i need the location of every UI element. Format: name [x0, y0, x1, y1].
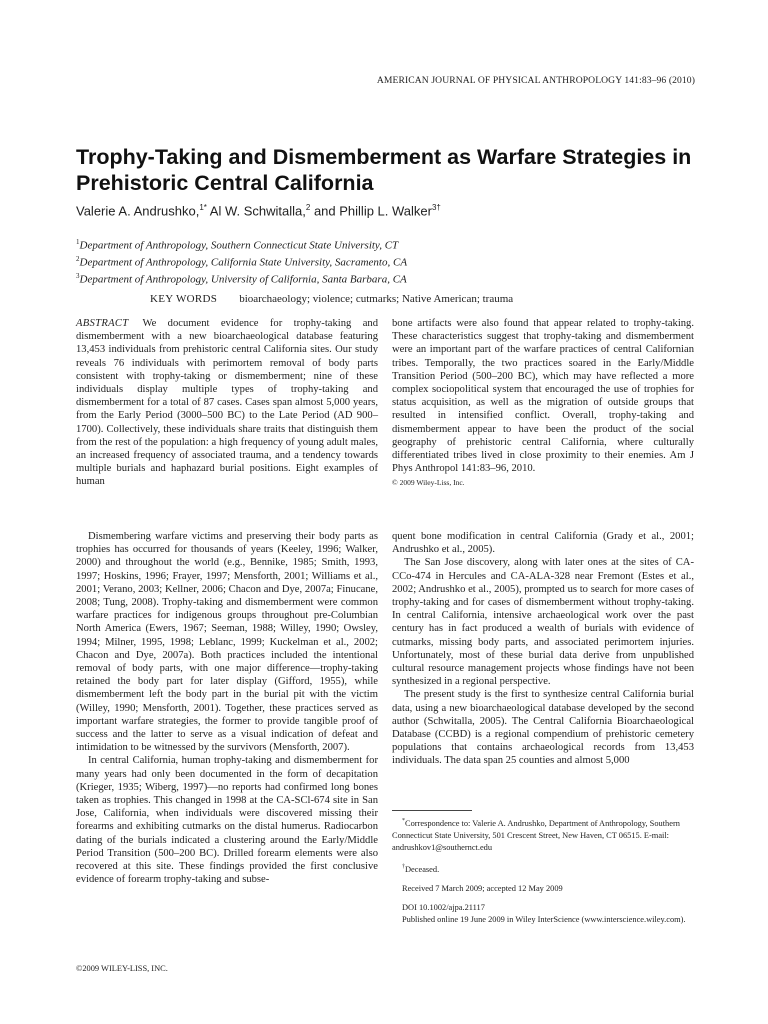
- author-andrushko: Valerie A. Andrushko,: [76, 203, 200, 219]
- affiliation-1: $^1$Department of Anthropology, Southern Connecticut State University, CT: [76, 238, 399, 252]
- footnote-divider: [392, 810, 472, 811]
- author-schwitalla: Al W. Schwitalla,: [206, 203, 306, 219]
- body-paragraph: In central California, human trophy-taking and dismemberment for many years had only been documented in the form of decapitation (Krieger, 1935; Wiberg, 1997)—no reports had confirmed long bones taken as trophies. This changed in 1998 at the CA-SCl-674 site in San Jose, California, when individuals were discovered missing their forearms and exhibiting cutmarks on the distal humerus. Radiocarbon dating of the burials indicated a clustering around the Early/Middle Period Transition (500–200 BC). Drilled forearm elements were also recovered at this site. These findings provided the first conclusive evidence of forearm trophy-taking and subse-: [76, 755, 378, 886]
- doi: DOI 10.1002/ajpa.21117: [402, 902, 485, 912]
- author-walker: and Phillip L. Walker: [310, 203, 432, 219]
- affiliation-2: $^2$Department of Anthropology, California State University, Sacramento, CA: [76, 255, 408, 269]
- body-paragraph: Dismembering warfare victims and preserving their body parts as trophies has occurred for thousands of years (Keeley, 1996; Walker, 2000) and throughout the world (e.g., Bennike, 1985; Smith, 1993, 1997; Hoskins, 1996; Frayer, 1997; Mensforth, 2001; Williams et al., 2001; Verano, 2003; Kellner, 2006; Chacon and Dye, 2007a; Finucane, 2008; Tung, 2008). Trophy-taking and dismemberment were common warfare practices for indigenous groups throughout pre-Columbian North America (Ewers, 1967; Seeman, 1988; Willey, 1990; Owsley, 1994; Milner, 1995, 1998; Leblanc, 1999; Kuckelman et al., 2002; Chacon and Dye, 2007a). Both practices included the intentional removal of body parts, with one major difference—trophy-taking retained the body part for later display (Gifford, 1955), while dismemberment left the body part in the burial pit with the victim (Willey, 1990; Mensforth, 2001). Together, these practices served as important warfare strategies, the former to provide tangible proof of success and the latter to serve as a visual indication of defeat and intimidation to be witnessed by the survivors (Mensforth, 2007).: [76, 531, 378, 754]
- footer-copyright: ©2009 WILEY-LISS, INC.: [76, 964, 168, 973]
- footnotes: [392, 815, 694, 933]
- abstract-right-column: [392, 317, 694, 490]
- abstract-copyright: © 2009 Wiley-Liss, Inc.: [392, 478, 465, 488]
- journal-header: AMERICAN JOURNAL OF PHYSICAL ANTHROPOLOGY 141:83–96 (2010): [376, 75, 695, 86]
- author-mark: 1*: [199, 203, 207, 212]
- affiliations: [76, 236, 696, 287]
- abstract-text-continued: bone artifacts were also found that appear related to trophy-taking. These characteristics suggest that trophy-taking and dismemberment were an important part of the warfare practices of central Californian tribes. Temporally, the two practices soared in the Early/Middle Transition Period (500–200 BC), which may have reflected a more complex sociopolitical system that encouraged the use of trophies for status acquisition, as well as the migration of outside groups that resulted in intensified conflict. Overall, trophy-taking and dismemberment appear to have been the product of the social geography of prehistoric central California, where culturally differentiated tribes lived in close proximity to their enemies. Am J Phys Anthropol 141:83–96, 2010.: [392, 318, 694, 475]
- body-paragraph: The present study is the first to synthesize central California burial data, using a new bioarchaeological database developed by the second author (Schwitalla, 2005). The Central California Bioarchaeological Database (CCBD) is a regional compendium of prehistoric cemetery populations that contains archaeological records from 13,453 individuals. The data span 25 counties and almost 5,000: [392, 689, 694, 767]
- affiliation-3: $^3$Department of Anthropology, University of California, Santa Barbara, CA: [76, 272, 407, 286]
- keywords: [150, 293, 710, 305]
- paper-title: Trophy-Taking and Dismemberment as Warfare Strategies in Prehistoric Central California: [76, 145, 692, 195]
- footnote-deceased: †Deceased.: [402, 863, 440, 874]
- body-paragraph: The San Jose discovery, along with later ones at the sites of CA-CCo-474 in Hercules and CA-ALA-328 near Fremont (Estes et al., 2002; Andrushko et al., 2005), prompted us to search for more cases of trophy-taking and for cases of dismemberment without trophy-taking. In central California, intensive archaeological work over the past century has in fact produced a wealth of burials with evidence of cutmarks, missing body parts, and associated perimortem injuries. Unfortunately, most of these burial data derive from unpublished cultural resource management projects whose findings have not been synthesized in a regional perspective.: [392, 557, 694, 688]
- author-mark: 2: [305, 203, 311, 212]
- body-right-column: [392, 530, 694, 768]
- received-dates: Received 7 March 2009; accepted 12 May 2009: [402, 883, 563, 893]
- body-paragraph: quent bone modification in central California (Grady et al., 2001; Andrushko et al., 2005).: [392, 531, 694, 556]
- abstract-left-column: [76, 317, 378, 489]
- keywords-label: KEY WORDS: [150, 293, 218, 305]
- abstract-text: We document evidence for trophy-taking and dismemberment with a new bioarchaeological database featuring 13,453 individuals from prehistoric central California sites. Our study reveals 76 individuals with perimortem removal of body parts consistent with trophy-taking or dismemberment; nine of these individuals display multiple types of trophy-taking and dismemberment for a total of 87 cases. Cases span almost 5,000 years, from the Early Period (3000–500 BC) to the Late Period (AD 900–1700). Collectively, these individuals share traits that distinguish them from the rest of the population: a high frequency of young adult males, an increased frequency of associated trauma, and a tendency towards multiple burials and haphazard burial positions. Eight examples of human: [76, 318, 378, 488]
- body-left-column: [76, 530, 378, 886]
- footnote-correspondence: *Correspondence to: Valerie A. Andrushko, Department of Anthropology, Southern Connecticut State University, 501 Crescent Street, New Haven, CT 06515. E-mail: andrushkov1@southernct.edu: [392, 818, 680, 852]
- abstract-label: ABSTRACT: [76, 318, 129, 329]
- author-list: [76, 203, 696, 218]
- keywords-text: bioarchaeology; violence; cutmarks; Native American; trauma: [239, 293, 514, 305]
- published-online: Published online 19 June 2009 in Wiley InterScience (www.interscience.wiley.com).: [402, 914, 686, 924]
- author-mark: 3†: [431, 203, 441, 212]
